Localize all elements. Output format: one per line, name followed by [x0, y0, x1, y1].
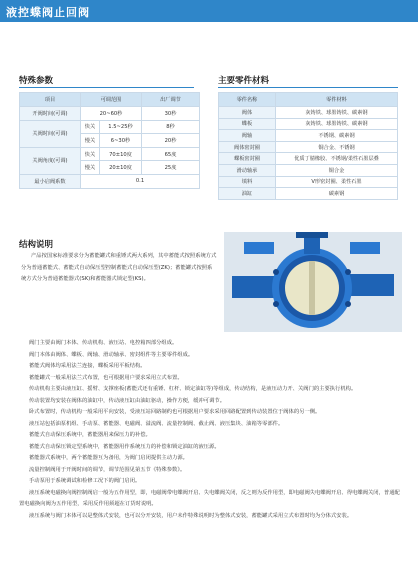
table-row	[219, 118, 398, 130]
list-item: 手动泵用于系统调试和检修工况下的阀门启闭。	[29, 478, 141, 484]
spec-factory: 30秒	[142, 107, 200, 121]
list-item: 液压系统与阀门本体可以是整体式安装，也可以分开安装，用户未作特殊说明时为整体式安装，蓄能罐式采用立式布置时均为分体式安装。	[29, 512, 353, 519]
part-material: 铜合金、不锈钢	[276, 141, 398, 153]
part-name: 阀体密封圈	[219, 141, 276, 153]
spec-sub: 慢关	[81, 134, 100, 148]
list-item: 蓄能式自动保压锁定型系统中，蓄能器用作系统压力的补偿和锁定油缸的液压源。	[29, 443, 220, 450]
part-name: 蝶板密封圈	[219, 153, 276, 165]
part-material: 优质丁腈橡胶、不锈钢/柔性石墨层叠	[276, 153, 398, 165]
materials-section-title: 主要零件材料	[218, 76, 270, 86]
table-row	[20, 120, 200, 134]
materials-section-divider	[218, 87, 398, 88]
specs-section-title: 特殊参数	[19, 76, 54, 86]
part-name: 填料	[219, 176, 276, 188]
list-item: 传动机构主要由液压缸、摇臂、支撑座板(蓄能式还有重锤、杠杆、锁定油缸等)等组成，传动结构，是液压动力开、关阀门的主要执行机构。	[29, 386, 357, 392]
list-item: 蓄能器式系统中，两个蓄能器互为备用，为阀门启闭提供主动力源。	[29, 455, 188, 461]
valve-product-photo	[224, 232, 402, 332]
part-name: 油缸	[219, 188, 276, 200]
part-material: 铜合金	[276, 164, 398, 176]
materials-col-part: 零件名称	[219, 93, 276, 107]
table-row	[219, 164, 398, 176]
spec-factory: 25度	[142, 161, 200, 175]
spec-sub: 快关	[81, 120, 100, 134]
list-item: 蓄能罐式一般采用法兰式布置，也可根据用户要求采用立式布置。	[29, 374, 183, 381]
spec-range: 20~60秒	[81, 107, 142, 121]
specs-col-factory: 出厂调节	[142, 93, 200, 107]
part-material: 灰铸铁、球墨铸铁、碳素钢	[276, 118, 398, 130]
list-item: 液压站包括油泵机组、手动泵、蓄能器、电磁阀、溢流阀、流量控制阀、截止阀、液压集块、油箱等零部件。	[29, 420, 284, 427]
table-row	[20, 107, 200, 121]
table-row	[219, 141, 398, 153]
spec-label: 关阀角度(可调)	[20, 147, 81, 174]
list-item: 蓄能式自动保压系统中，蓄能器用来保压力的补偿。	[29, 432, 151, 438]
spec-range: 20±10度	[100, 161, 142, 175]
table-row	[219, 188, 398, 200]
spec-label: 开阀时间(可调)	[20, 107, 81, 121]
part-material: 灰铸铁、球墨铸铁、碳素钢	[276, 107, 398, 119]
spec-factory: 20秒	[142, 134, 200, 148]
structure-intro: 产品按国家标准要求分为蓄能罐式和重锤式两大系列，其中蓄能式按照系统方式分为普通蓄能式、蓄能式自动保压型控制蓄能式自动保压型(ZK)；蓄能罐式按照系统方式分为普通蓄能器式(SK)和蓄能器式锁定型(KS)。	[21, 253, 217, 282]
page-title: 液控蝶阀止回阀	[6, 6, 90, 19]
table-row	[20, 147, 200, 161]
materials-col-material: 零件材料	[276, 93, 398, 107]
part-material: V形密封圈、柔性石墨	[276, 176, 398, 188]
table-row	[219, 176, 398, 188]
spec-factory: 8秒	[142, 120, 200, 134]
spec-range: 1.5~25秒	[100, 120, 142, 134]
spec-range: 6~30秒	[100, 134, 142, 148]
list-item: 阀门主要由阀门本体、传动机构、液压站、电控箱四部分组成。	[29, 340, 178, 346]
spec-sub: 快关	[81, 147, 100, 161]
table-row	[20, 174, 200, 188]
list-item: 阀门本体由阀体、蝶板、阀轴、滑动轴承、密封组件等主要零件组成。	[29, 351, 194, 358]
part-name: 蝶板	[219, 118, 276, 130]
part-name: 阀轴	[219, 130, 276, 142]
part-material: 碳素钢	[276, 188, 398, 200]
part-name: 阀体	[219, 107, 276, 119]
materials-table	[218, 92, 398, 200]
specs-col-item: 项目	[20, 93, 81, 107]
structure-items	[19, 338, 401, 522]
list-item: 卧式布置时，传动机构一般采用平向安装，受液压站回路制约也可根据用户要求采用回路配置到传动装置位于阀体的另一侧。	[29, 409, 321, 415]
list-item: 传动装置均安装在阀体的油缸中，传动液压缸由油缸驱动，操作方便，缓冲可调节。	[29, 397, 225, 404]
specs-section-divider	[19, 87, 194, 88]
list-item: 液压系统电磁换向阀控制阀启一般为五作用型，即，电磁阀带电蝶阀开启、失电蝶阀关闭，反之则为反作用型，即电磁阀失电蝶阀开启、得电蝶阀关闭，普通配置电磁换向阀为五作用型，采用反作用须超在订货时说明。	[19, 489, 400, 507]
part-material: 不锈钢、碳素钢	[276, 130, 398, 142]
table-row	[219, 130, 398, 142]
spec-range: 70±10度	[100, 147, 142, 161]
structure-section-title: 结构说明	[19, 240, 54, 250]
spec-label: 关阀时间(可调)	[20, 120, 81, 147]
page-header	[0, 0, 418, 22]
spec-factory: 65度	[142, 147, 200, 161]
specs-col-range: 可调范围	[81, 93, 142, 107]
spec-label: 最小启阀系数	[20, 174, 81, 188]
spec-sub: 慢关	[81, 161, 100, 175]
table-row	[219, 153, 398, 165]
table-row	[219, 107, 398, 119]
list-item: 蓄能式阀体均采用法兰连接，蝶板采用平板结构。	[29, 363, 146, 369]
list-item: 流量控制阀用于开阀时间的调节，调节范围见第五节《特殊参数》。	[29, 466, 186, 473]
spec-range: 0.1	[81, 174, 200, 188]
specs-table	[19, 92, 200, 189]
part-name: 滑动轴承	[219, 164, 276, 176]
